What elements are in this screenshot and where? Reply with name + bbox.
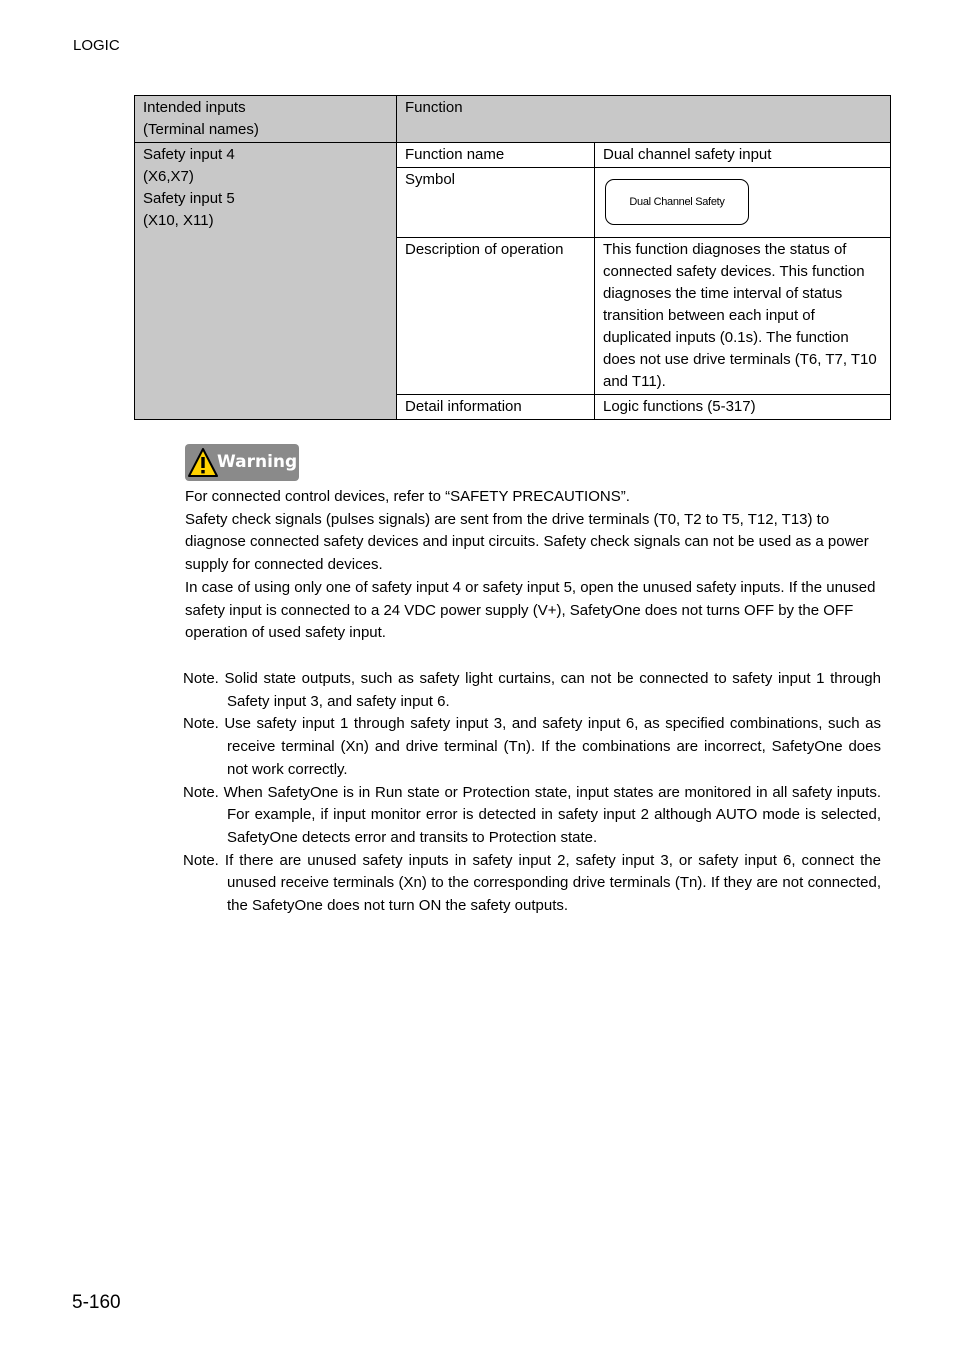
detail-label: Detail information: [397, 395, 595, 420]
function-name-value: Dual channel safety input: [595, 143, 891, 168]
table-row: [135, 143, 891, 168]
note: Note. If there are unused safety inputs in safety input 2, safety input 3, or safety input 6, connect the unused receive terminals (Xn) to the corresponding drive terminals (Tn). If they are not connected, the SafetyOne does not turn ON the safety outputs.: [183, 851, 881, 915]
warning-badge: [185, 444, 299, 481]
warning-text: [185, 486, 885, 645]
warning-label: Warning: [217, 452, 298, 472]
input-line: (X6,X7): [143, 168, 194, 185]
header-intended-inputs: [135, 96, 397, 143]
function-name-label: Function name: [397, 143, 595, 168]
description-label: Description of operation: [397, 238, 595, 395]
notes: [183, 668, 881, 918]
page-number: 5-160: [72, 1292, 121, 1313]
input-line: Safety input 5: [143, 190, 235, 207]
table-header-row: [135, 96, 891, 143]
detail-value: Logic functions (5-317): [595, 395, 891, 420]
section-header: LOGIC: [73, 37, 120, 54]
note: Note. When SafetyOne is in Run state or Protection state, input states are monitored in all safety inputs. For example, if input monitor error is detected in safety input 2 although AUTO mode is selected, SafetyOne detects error and transits to Protection state.: [183, 783, 881, 846]
input-line: Safety input 4: [143, 146, 235, 163]
header-inputs-line-1: Intended inputs: [143, 99, 246, 116]
input-line: (X10, X11): [143, 212, 214, 229]
warning-paragraph: In case of using only one of safety input 4 or safety input 5, open the unused safety inputs. If the unused safety input is connected to a 24 VDC power supply (V+), SafetyOne does not turns OFF by the OFF operation of used safety input.: [185, 578, 876, 642]
intended-inputs-cell: [135, 143, 397, 420]
note: Note. Solid state outputs, such as safety light curtains, can not be connected to safety input 1 through Safety input 3, and safety input 6.: [183, 670, 881, 710]
symbol-cell: [595, 168, 891, 238]
warning-paragraph: For connected control devices, refer to “SAFETY PRECAUTIONS”.: [185, 488, 630, 505]
header-inputs-line-2: (Terminal names): [143, 121, 259, 138]
note: Note. Use safety input 1 through safety input 3, and safety input 6, as specified combinations, such as receive terminal (Xn) and drive terminal (Tn). If the combinations are incorrect, SafetyOne does not work correctly.: [183, 715, 881, 778]
symbol-label: Symbol: [397, 168, 595, 238]
warning-paragraph: Safety check signals (pulses signals) are sent from the drive terminals (T0, T2 to T5, T12, T13) to diagnose connected safety devices and input circuits. Safety check signals can not be used as a power supply for connected devices.: [185, 510, 869, 574]
dual-channel-safety-symbol: Dual Channel Safety: [605, 179, 749, 225]
warning-triangle-icon: [188, 448, 218, 478]
function-table: [134, 95, 891, 420]
description-value: This function diagnoses the status of connected safety devices. This function diagnoses the time interval of status transition between each input of duplicated inputs (0.1s). The function does not use drive terminals (T6, T7, T10 and T11).: [595, 238, 891, 395]
header-function: Function: [397, 96, 891, 143]
